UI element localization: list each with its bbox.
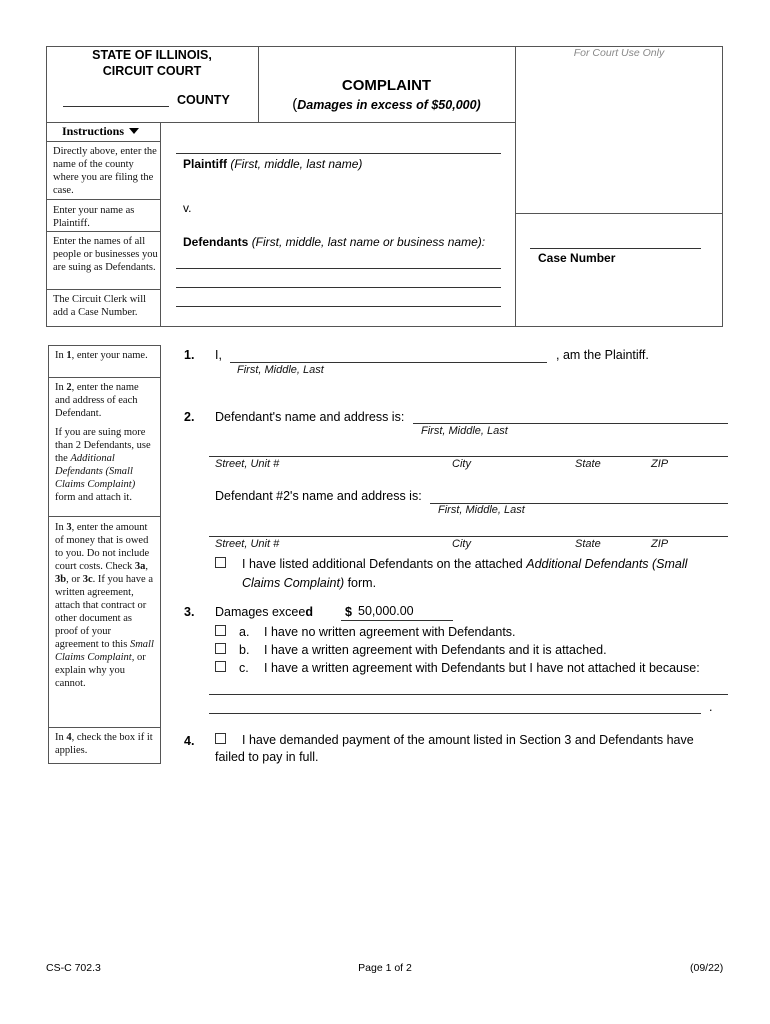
- option-a-text: I have no written agreement with Defendants.: [264, 625, 516, 639]
- triangle-down-icon: [129, 128, 139, 134]
- divider: [48, 516, 161, 517]
- side-instruction-4: In 4, check the box if it applies.: [55, 732, 153, 756]
- divider: [48, 377, 161, 378]
- divider: [46, 199, 160, 200]
- defendant-name-label: Defendant's name and address is:: [215, 410, 405, 424]
- defendant-input-line[interactable]: [176, 306, 501, 307]
- plaintiff-name-input[interactable]: [230, 362, 547, 363]
- street-caption: Street, Unit #: [215, 538, 280, 550]
- defendant-2-name-caption: First, Middle, Last: [438, 504, 525, 516]
- defendant-2-name-label: Defendant #2's name and address is:: [215, 489, 422, 503]
- explanation-input-line[interactable]: [209, 713, 701, 714]
- city-caption: City: [452, 458, 471, 470]
- section-1-caption: First, Middle, Last: [237, 364, 324, 376]
- side-instruction-3: In 3, enter the amount of money that is owed to you. Do not include court costs. Check 3a, 3b, or 3c. If you have a written agreement, attach that contract or other document as proof of your agreement to this Small Claims Complaint, or explain why you cannot.: [55, 522, 154, 689]
- case-number-input-line[interactable]: [530, 248, 701, 249]
- divider: [46, 231, 160, 232]
- zip-caption: ZIP: [651, 458, 669, 470]
- divider: [48, 727, 161, 728]
- divider: [46, 122, 515, 123]
- instruction-name: Enter your name as Plaintiff.: [53, 205, 135, 229]
- state-label: STATE OF ILLINOIS,: [92, 48, 212, 62]
- option-c-letter: c.: [239, 661, 249, 675]
- defendant-address-input[interactable]: [209, 456, 728, 457]
- zip-caption: ZIP: [651, 538, 669, 550]
- option-c-text: I have a written agreement with Defendants but I have not attached it because:: [264, 661, 700, 675]
- defendant-input-line[interactable]: [176, 287, 501, 288]
- option-a-letter: a.: [239, 625, 250, 639]
- defendant-2-address-input[interactable]: [209, 536, 728, 537]
- dollar-sign: $: [345, 605, 352, 619]
- page-subtitle: (Damages in excess of $50,000): [292, 96, 481, 113]
- damages-amount-line: [341, 620, 453, 621]
- case-number-label: Case Number: [538, 251, 616, 265]
- court-use-label: For Court Use Only: [573, 47, 665, 59]
- option-a-checkbox[interactable]: [215, 625, 226, 636]
- side-instruction-2-more: If you are suing more than 2 Defendants, use the Additional Defendants (Small Claims Complaint) form and attach it.: [55, 427, 151, 503]
- damages-label: Damages exceed: [215, 605, 313, 619]
- revision-date: (09/22): [690, 962, 724, 974]
- option-b-text: I have a written agreement with Defendants and it is attached.: [264, 643, 607, 657]
- street-caption: Street, Unit #: [215, 458, 280, 470]
- explanation-input-line[interactable]: [209, 694, 728, 695]
- page-number: Page 1 of 2: [358, 962, 412, 974]
- plaintiff-input-line[interactable]: [176, 153, 501, 154]
- damages-amount-input[interactable]: 50,000.00: [358, 604, 414, 618]
- demanded-payment-text-cont: failed to pay in full.: [215, 750, 319, 764]
- option-b-letter: b.: [239, 643, 250, 657]
- divider: [46, 289, 160, 290]
- versus-label: v.: [183, 201, 192, 215]
- divider: [515, 213, 723, 214]
- defendants-label: Defendants (First, middle, last name or business name):: [183, 235, 486, 249]
- option-b-checkbox[interactable]: [215, 643, 226, 654]
- explanation-period: .: [709, 700, 713, 714]
- instruction-defendants: Enter the names of all people or businesses you are suing as Defendants.: [53, 236, 158, 273]
- option-c-checkbox[interactable]: [215, 661, 226, 672]
- defendant-name-input[interactable]: [413, 423, 728, 424]
- demanded-payment-checkbox[interactable]: [215, 733, 226, 744]
- instruction-case-number: The Circuit Clerk will add a Case Number.: [53, 294, 147, 318]
- demanded-payment-text: I have demanded payment of the amount listed in Section 3 and Defendants have: [242, 733, 694, 747]
- court-label: CIRCUIT COURT: [102, 64, 202, 78]
- section-4-number: 4.: [184, 734, 195, 748]
- instructions-heading: Instructions: [62, 124, 139, 139]
- section-1-number: 1.: [184, 348, 195, 362]
- state-caption: State: [575, 458, 601, 470]
- county-label: COUNTY: [177, 93, 230, 107]
- divider: [160, 122, 161, 327]
- side-instruction-1: In 1, enter your name.: [55, 350, 148, 361]
- divider: [515, 46, 516, 327]
- additional-defendants-text: I have listed additional Defendants on the attached Additional Defendants (Small Claims Complaint) form.: [242, 557, 688, 590]
- instruction-county: Directly above, enter the name of the county where you are filing the case.: [53, 146, 157, 196]
- state-caption: State: [575, 538, 601, 550]
- section-1-suffix: , am the Plaintiff.: [556, 348, 649, 362]
- city-caption: City: [452, 538, 471, 550]
- section-2-number: 2.: [184, 410, 195, 424]
- section-3-number: 3.: [184, 605, 195, 619]
- defendant-input-line[interactable]: [176, 268, 501, 269]
- side-instruction-2: In 2, enter the name and address of each Defendant.: [55, 382, 139, 419]
- county-input-line[interactable]: [63, 106, 169, 107]
- page-title: COMPLAINT: [341, 77, 432, 94]
- form-id: CS-C 702.3: [46, 962, 101, 974]
- defendant-name-caption: First, Middle, Last: [421, 425, 508, 437]
- section-1-prefix: I,: [215, 348, 222, 362]
- divider: [46, 141, 160, 142]
- plaintiff-label: Plaintiff (First, middle, last name): [183, 157, 363, 171]
- additional-defendants-checkbox[interactable]: [215, 557, 226, 568]
